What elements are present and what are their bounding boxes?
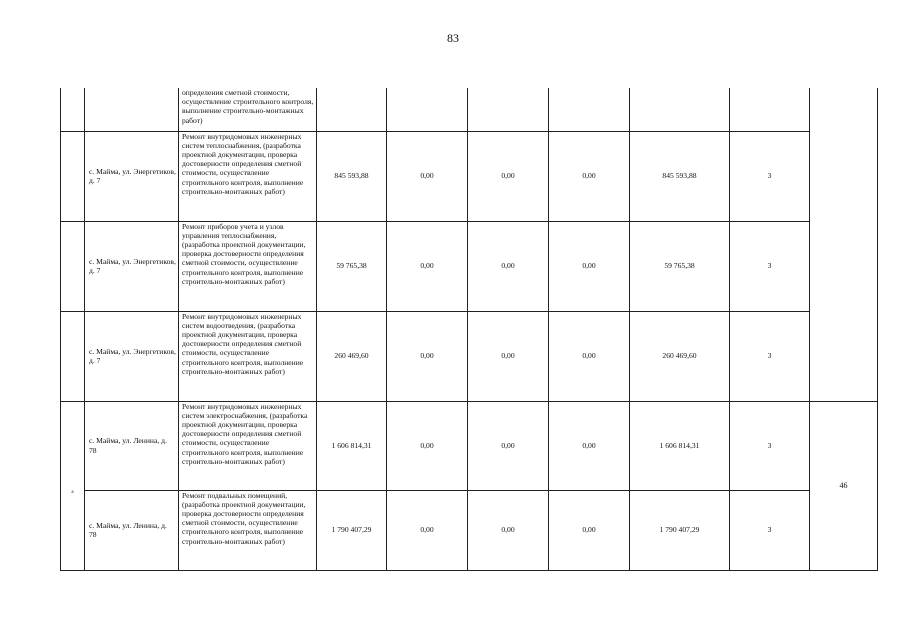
value-cell: 3 [730,221,810,311]
amount-cell: 0,00 [387,221,468,311]
page-number: 83 [447,31,459,45]
amount-cell: 0,00 [468,221,549,311]
amount-cell: 0,00 [387,490,468,570]
value-cell: 3 [730,311,810,401]
table-cell [810,88,878,401]
amount-cell: 0,00 [549,131,630,221]
work-description: Ремонт внутридомовых инженерных систем водоотведения, (разработка проектной документации, проверка достоверности определения сметной стоимости, осуществление строительного контроля, выполнение строительно-монтажных работ) [179,311,317,401]
table-row-continuation [61,88,878,131]
address-cell: с. Майма, ул. Энергетиков, д. 7 [85,221,179,311]
table-cell [387,88,468,131]
amount-cell: 1 606 814,31 [630,401,730,490]
table-cell [61,88,85,131]
address-cell: с. Майма, ул. Ленина, д. 78 [85,490,179,570]
group-total-cell: 46 [810,401,878,570]
amount-cell: 1 790 407,29 [630,490,730,570]
amount-cell: 260 469,60 [630,311,730,401]
table-cell [85,88,179,131]
work-description: определения сметной стоимости, осуществление строительного контроля, выполнение строительно-монтажных работ) [179,88,317,131]
table-row [61,131,878,221]
table-cell [317,88,387,131]
amount-cell: 0,00 [549,221,630,311]
total-cost-cell: 260 469,60 [317,311,387,401]
program-table [60,88,878,571]
address-cell: с. Майма, ул. Энергетиков, д. 7 [85,131,179,221]
amount-cell: 0,00 [387,131,468,221]
group-mark: a [61,401,85,570]
work-description: Ремонт приборов учета и узлов управления теплоснабжения, (разработка проектной документации, проверка достоверности определения сметной стоимости, осуществление строительного контроля, выполнение строительно-монтажных работ) [179,221,317,311]
table-cell [61,221,85,311]
table-cell [630,88,730,131]
amount-cell: 0,00 [468,490,549,570]
table-cell [61,131,85,221]
value-cell: 3 [730,490,810,570]
amount-cell: 59 765,38 [630,221,730,311]
table-cell [730,88,810,131]
table-row [61,490,878,570]
work-description: Ремонт внутридомовых инженерных систем электроснабжения, (разработка проектной документации, проверка достоверности определения сметной стоимости, осуществление строительного контроля, выполнение строительно-монтажных работ) [179,401,317,490]
table-row [61,221,878,311]
address-cell: с. Майма, ул. Энергетиков, д. 7 [85,311,179,401]
total-cost-cell: 59 765,38 [317,221,387,311]
value-cell: 3 [730,131,810,221]
work-description: Ремонт внутридомовых инженерных систем теплоснабжения, (разработка проектной документации, проверка достоверности определения сметной стоимости, осуществление строительного контроля, выполнение строительно-монтажных работ) [179,131,317,221]
address-cell: с. Майма, ул. Ленина, д. 78 [85,401,179,490]
amount-cell: 0,00 [387,401,468,490]
amount-cell: 0,00 [549,490,630,570]
amount-cell: 0,00 [468,401,549,490]
amount-cell: 0,00 [549,311,630,401]
table-row [61,401,878,490]
total-cost-cell: 1 606 814,31 [317,401,387,490]
table-row [61,311,878,401]
amount-cell: 0,00 [549,401,630,490]
table-cell [468,88,549,131]
total-cost-cell: 845 593,88 [317,131,387,221]
amount-cell: 0,00 [387,311,468,401]
total-cost-cell: 1 790 407,29 [317,490,387,570]
amount-cell: 845 593,88 [630,131,730,221]
work-description: Ремонт подвальных помещений, (разработка проектной документации, проверка достоверности определения сметной стоимости, осуществление строительного контроля, выполнение строительно-монтажных работ) [179,490,317,570]
value-cell: 3 [730,401,810,490]
amount-cell: 0,00 [468,131,549,221]
table-cell [549,88,630,131]
table-cell [61,311,85,401]
amount-cell: 0,00 [468,311,549,401]
